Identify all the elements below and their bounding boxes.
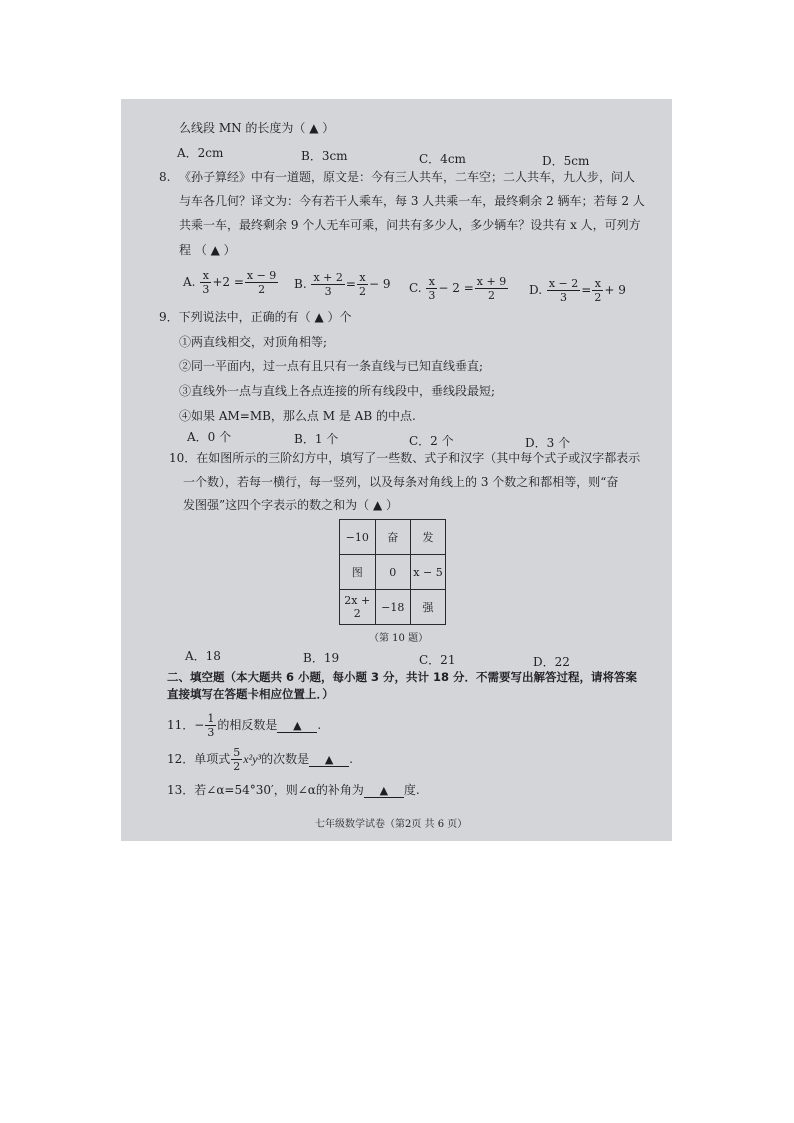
answer-blank: [277, 719, 317, 733]
q7-option-a: A．2cm: [177, 146, 224, 160]
fraction: $\frac{x}{3}$: [202, 269, 210, 296]
magic-square-cell: −10: [340, 520, 376, 555]
q9-stem: 9．下列说法中，正确的有（ ▲ ）个: [159, 310, 352, 324]
section-2-heading: 二、填空题（本大题共 6 小题，每小题 3 分，共计 18 分．不需要写出解答过程，请将答案: [167, 670, 638, 684]
magic-square-cell: −18: [375, 590, 411, 625]
q8-option-a: A. $\frac{x}{3}$ +2 = $\frac{x - 9}{2}$: [183, 269, 277, 296]
q8-line-4: 程 （ ▲ ）: [179, 243, 236, 257]
q9-option-a: A．0 个: [187, 430, 232, 444]
fraction: $\frac{x - 9}{2}$: [246, 269, 277, 296]
q9-statement-4: ④如果 AM=MB，那么点 M 是 AB 的中点.: [179, 409, 416, 423]
q8-line-1: 《孙子算经》中有一道题，原文是：今有三人共车，二车空；二人共车，九人步，问人: [179, 170, 636, 184]
q10-line-1: 10．在如图所示的三阶幻方中，填写了一些数、式子和汉字（其中每个式子或汉字都表示: [169, 451, 641, 465]
q10-option-a: A．18: [185, 649, 221, 663]
q9-option-d: D．3 个: [525, 436, 571, 450]
q12: 12．单项式 $\frac{5}{2}$ x²y³的次数是 ▲ .: [167, 746, 353, 773]
fraction: $\frac{5}{2}$: [233, 746, 241, 773]
q9-statement-3: ③直线外一点与直线上各点连接的所有线段中，垂线段最短;: [179, 384, 496, 398]
fraction: $\frac{x}{2}$: [358, 271, 366, 298]
magic-square-cell: 发: [411, 520, 446, 555]
triangle-icon: ▲: [324, 753, 334, 766]
fraction: $\frac{x + 9}{2}$: [476, 275, 507, 302]
q8-number: 8.: [159, 170, 171, 184]
q7-stem-tail: 么线段 MN 的长度为（ ▲ ）: [179, 121, 335, 135]
fraction: $\frac{x}{3}$: [428, 275, 436, 302]
q10-line-2: 一个数），若每一横行，每一竖列，以及每条对角线上的 3 个数之和都相等，则“奋: [183, 475, 619, 489]
magic-square-cell: 强: [411, 590, 446, 625]
q11: 11．− $\frac{1}{3}$ 的相反数是 ▲ .: [167, 712, 322, 739]
magic-square-cell: 2x + 2: [340, 590, 376, 625]
q10-option-c: C．21: [419, 653, 456, 667]
magic-square-cell: x − 5: [411, 555, 446, 590]
q9-option-c: C．2 个: [409, 434, 454, 448]
q10-option-d: D．22: [533, 655, 570, 669]
fraction: $\frac{x + 2}{3}$: [313, 271, 343, 298]
q13: 13．若∠α=54°30′，则∠α的补角为 ▲ 度.: [167, 783, 420, 797]
triangle-icon: ▲: [379, 784, 389, 797]
section-2-heading-cont: 直接填写在答题卡相应位置上．）: [167, 687, 334, 701]
fraction: $\frac{x - 2}{3}$: [548, 277, 579, 304]
magic-square-cell: 图: [340, 555, 376, 590]
q10-option-b: B．19: [303, 651, 340, 665]
answer-blank: [309, 753, 349, 767]
q8-line-2: 与车各几何？译文为：今有若干人乘车，每 3 人共乘一车，最终剩余 2 辆车；若每 2 人: [179, 194, 645, 208]
magic-square-cell: 0: [375, 555, 411, 590]
figure-caption: （第 10 题）: [369, 633, 429, 644]
triangle-icon: ▲: [293, 719, 302, 732]
page-footer: 七年级数学试卷（第2页 共 6 页）: [315, 819, 468, 830]
q7-option-b: B．3cm: [301, 149, 348, 163]
exam-page: [121, 99, 672, 841]
q9-statement-2: ②同一平面内，过一点有且只有一条直线与已知直线垂直;: [179, 359, 484, 373]
q8-line-3: 共乘一车，最终剩余 9 个人无车可乘，问共有多少人，多少辆车？设共有 x 人，可列方: [179, 218, 641, 232]
q10-line-3: 发图强”这四个字表示的数之和为（ ▲ ）: [183, 498, 398, 512]
magic-square-cell: 奋: [375, 520, 411, 555]
magic-square: [339, 519, 446, 625]
answer-blank: [364, 784, 404, 798]
q8-option-c: C. $\frac{x}{3}$ − 2 = $\frac{x + 9}{2}$: [409, 275, 507, 302]
q7-option-c: C．4cm: [419, 152, 466, 166]
q7-option-d: D．5cm: [542, 154, 590, 168]
fraction: $\frac{1}{3}$: [207, 712, 215, 739]
fraction: $\frac{x}{2}$: [594, 277, 602, 304]
q9-option-b: B．1 个: [294, 432, 339, 446]
q8-option-d: D. $\frac{x - 2}{3}$ = $\frac{x}{2}$ + 9: [529, 277, 626, 304]
q9-statement-1: ①两直线相交，对顶角相等;: [179, 335, 328, 349]
q8-option-b: B. $\frac{x + 2}{3}$ = $\frac{x}{2}$ − 9: [294, 271, 391, 298]
